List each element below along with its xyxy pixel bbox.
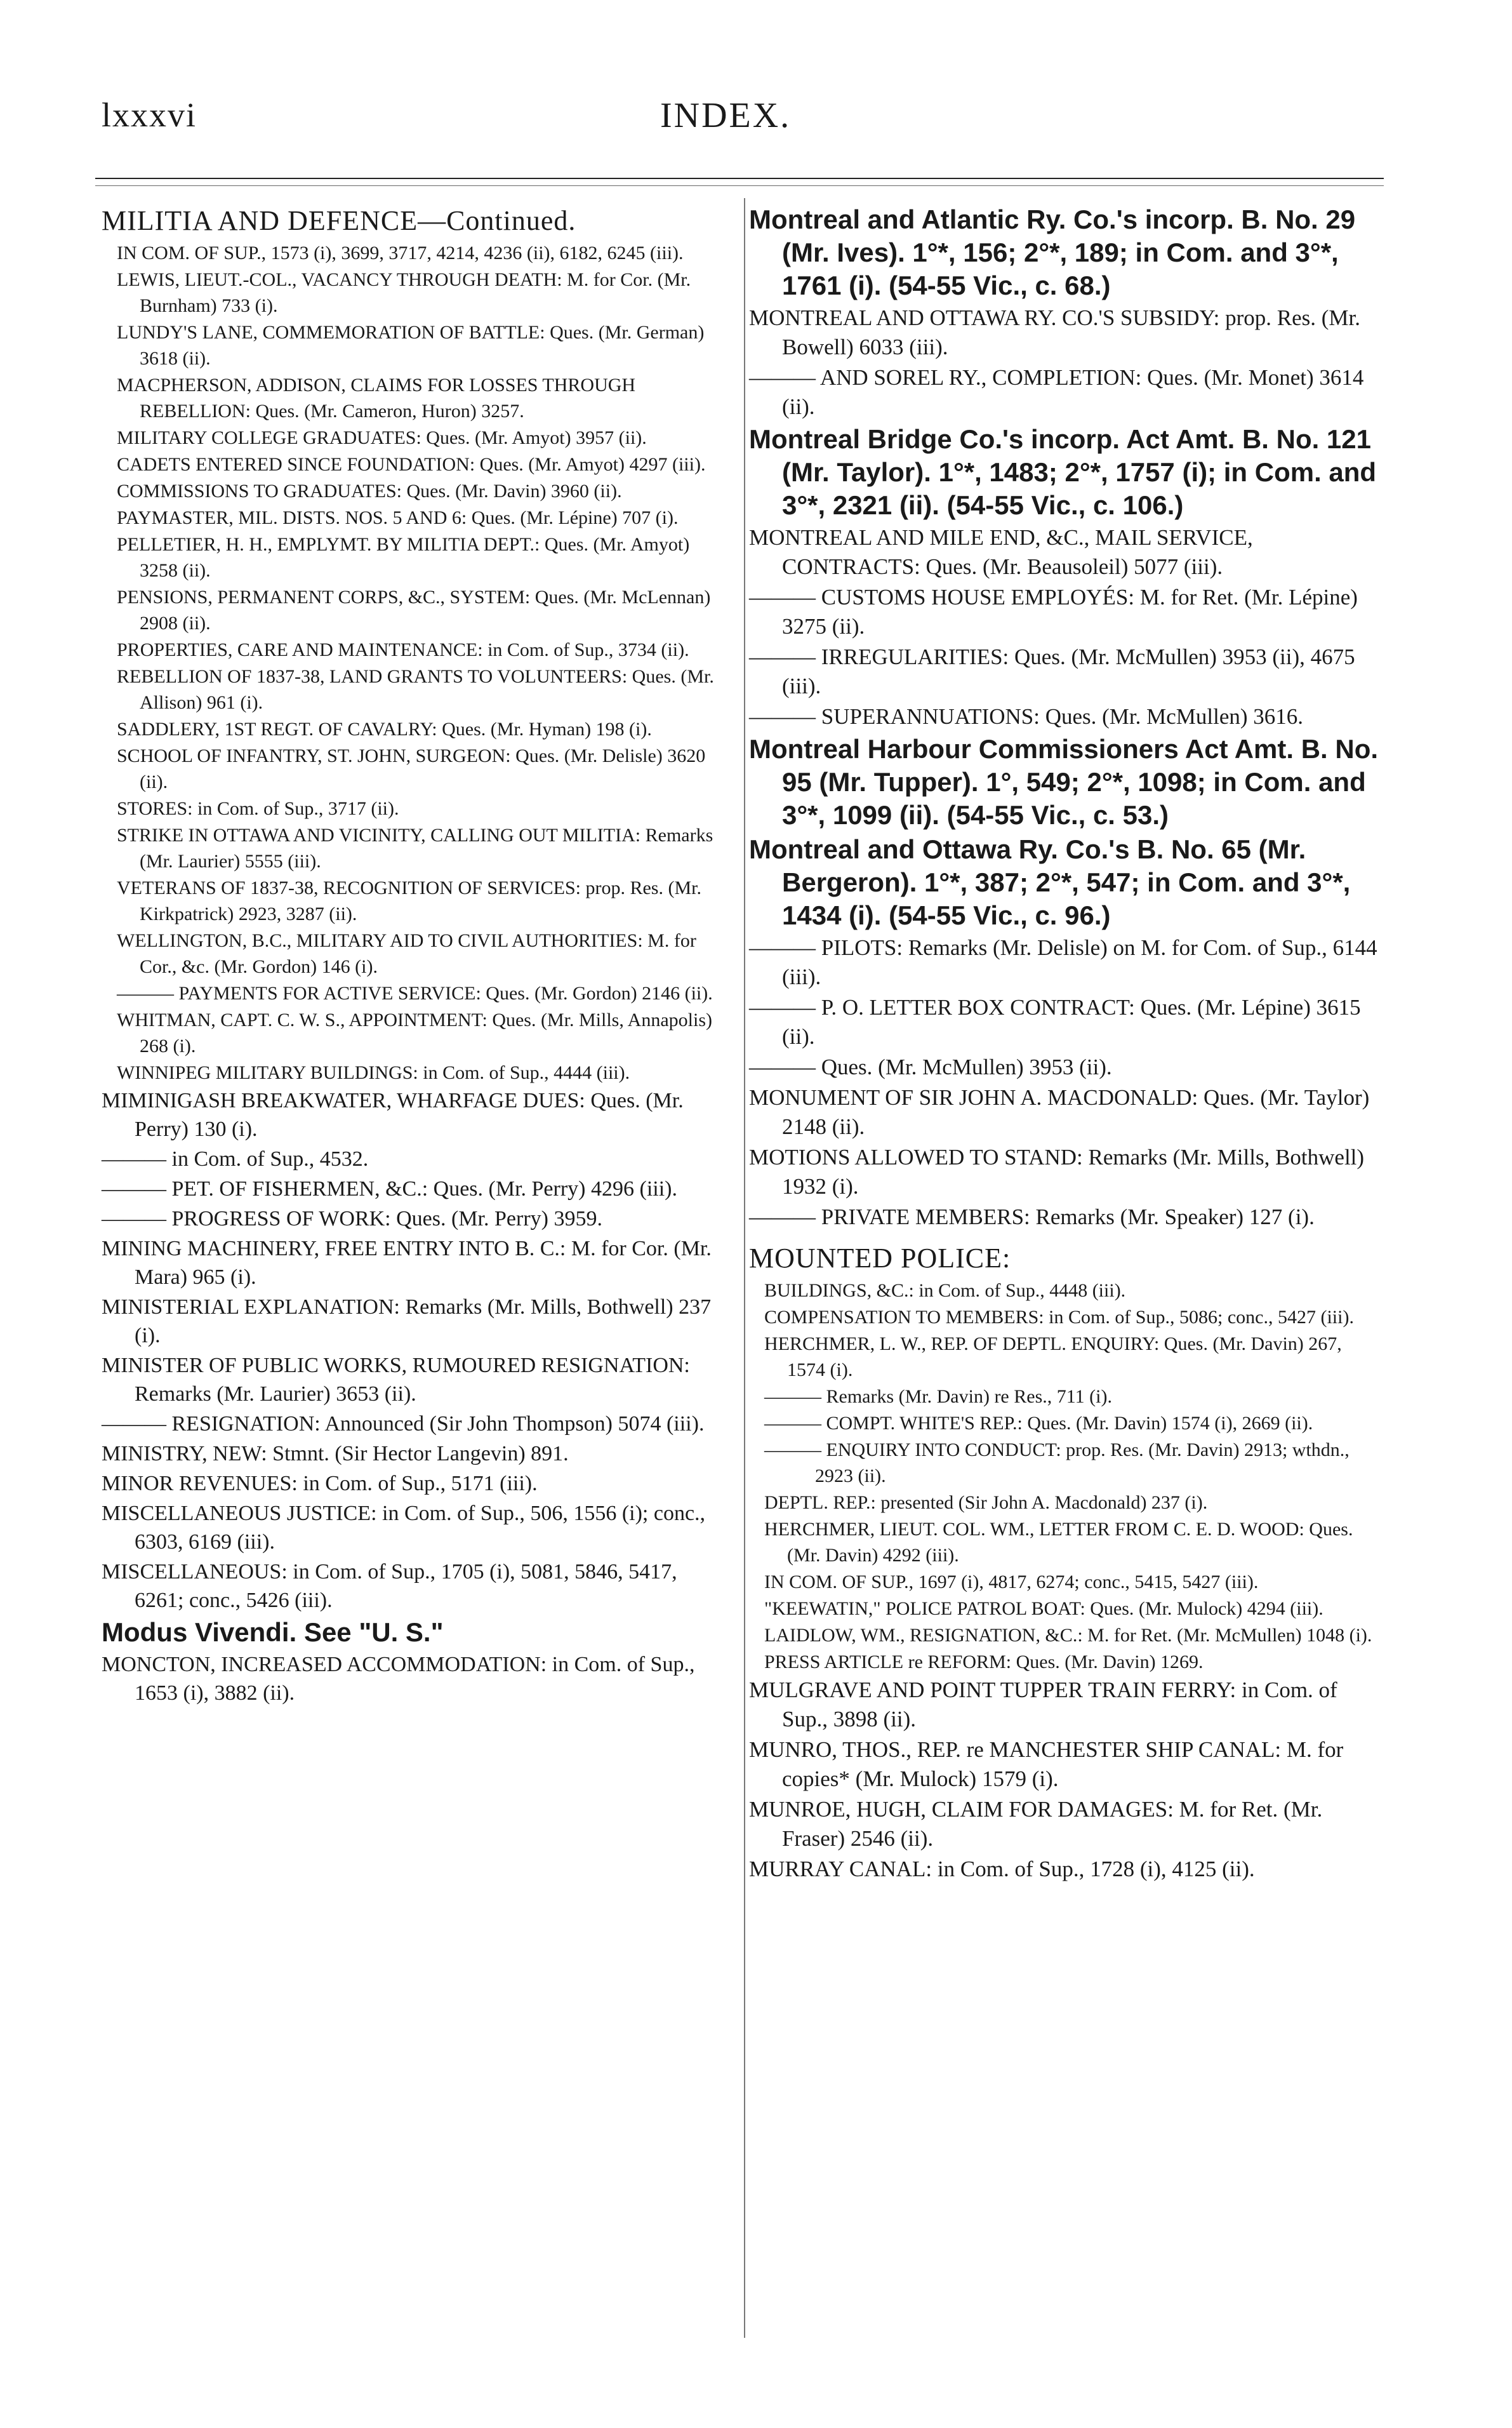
index-entry: MIMINIGASH BREAKWATER, WHARFAGE DUES: Ques. (Mr. Perry) 130 (i). (102, 1089, 684, 1141)
section-title-mounted-police: MOUNTED POLICE: (749, 1243, 1011, 1274)
index-subentry: SADDLERY, 1ST REGT. OF CAVALRY: Ques. (Mr. Hyman) 198 (i). (117, 719, 652, 740)
header-rule-thin (95, 185, 1384, 186)
index-entry: ——— P. O. LETTER BOX CONTRACT: Ques. (Mr. Lépine) 3615 (ii). (749, 995, 1361, 1049)
header-rule (95, 178, 1384, 179)
index-entry: ——— SUPERANNUATIONS: Ques. (Mr. McMullen) 3616. (749, 704, 1304, 729)
index-subentry-continued: ——— COMPT. WHITE'S REP.: Ques. (Mr. Davin) 1574 (i), 2669 (ii). (764, 1413, 1313, 1434)
index-subentry-continued: COMMISSIONS TO GRADUATES: Ques. (Mr. Davin) 3960 (ii). (117, 481, 622, 502)
index-entry: MONCTON, INCREASED ACCOMMODATION: in Com. of Sup., 1653 (i), 3882 (ii). (102, 1653, 695, 1705)
index-subentry: PROPERTIES, CARE AND MAINTENANCE: in Com. of Sup., 3734 (ii). (117, 639, 689, 660)
index-entry: ——— PILOTS: Remarks (Mr. Delisle) on M. for Com. of Sup., 6144 (iii). (749, 935, 1377, 989)
index-subentry: STRIKE IN OTTAWA AND VICINITY, CALLING OUT MILITIA: Remarks (Mr. Laurier) 5555 (iii). (117, 825, 713, 872)
index-entry: ——— IRREGULARITIES: Ques. (Mr. McMullen) 3953 (ii), 4675 (iii). (749, 644, 1355, 698)
index-entry: ——— RESIGNATION: Announced (Sir John Thompson) 5074 (iii). (102, 1412, 705, 1436)
index-entry: ——— Ques. (Mr. McMullen) 3953 (ii). (749, 1055, 1112, 1079)
index-subentry-continued: CADETS ENTERED SINCE FOUNDATION: Ques. (Mr. Amyot) 4297 (iii). (117, 454, 706, 475)
index-subentry: SCHOOL OF INFANTRY, ST. JOHN, SURGEON: Ques. (Mr. Delisle) 3620 (ii). (117, 745, 706, 792)
index-entry: MOTIONS ALLOWED TO STAND: Remarks (Mr. Mills, Bothwell) 1932 (i). (749, 1145, 1365, 1199)
index-entry-bold: Montreal Bridge Co.'s incorp. Act Amt. B. No. 121 (Mr. Taylor). 1°*, 1483; 2°*, 1757 (i); in Com. and 3°*, 2321 (ii). (54-55 Vic., c. 106.) (749, 424, 1377, 520)
index-entry-bold: Montreal and Ottawa Ry. Co.'s B. No. 65 (Mr. Bergeron). 1°*, 387; 2°*, 547; in Com. and 3°*, 1434 (i). (54-55 Vic., c. 96.) (749, 834, 1351, 930)
index-subentry: HERCHMER, L. W., REP. OF DEPTL. ENQUIRY: Ques. (Mr. Davin) 267, 1574 (i). (764, 1333, 1342, 1380)
index-entry-bold: Montreal Harbour Commissioners Act Amt. B. No. 95 (Mr. Tupper). 1°, 549; 2°*, 1098; in Com. and 3°*, 1099 (ii). (54-55 Vic., c. 53.) (749, 734, 1379, 830)
page-title: INDEX. (660, 96, 792, 135)
index-subentry: VETERANS OF 1837-38, RECOGNITION OF SERVICES: prop. Res. (Mr. Kirkpatrick) 2923, 3287 (ii). (117, 877, 701, 924)
index-subentry: LAIDLOW, WM., RESIGNATION, &C.: M. for Ret. (Mr. McMullen) 1048 (i). (764, 1625, 1372, 1646)
index-subentry: PELLETIER, H. H., EMPLYMT. BY MILITIA DEPT.: Ques. (Mr. Amyot) 3258 (ii). (117, 534, 690, 581)
index-entry: MONUMENT OF SIR JOHN A. MACDONALD: Ques. (Mr. Taylor) 2148 (ii). (749, 1085, 1370, 1139)
index-subentry: MACPHERSON, ADDISON, CLAIMS FOR LOSSES THROUGH REBELLION: Ques. (Mr. Cameron, Huron) 3257. (117, 375, 636, 422)
index-subentry: IN COM. OF SUP., 1573 (i), 3699, 3717, 4214, 4236 (ii), 6182, 6245 (iii). (117, 243, 684, 263)
index-subentry: COMPENSATION TO MEMBERS: in Com. of Sup., 5086; conc., 5427 (iii). (764, 1307, 1354, 1328)
index-entry: MUNRO, THOS., REP. re MANCHESTER SHIP CANAL: M. for copies* (Mr. Mulock) 1579 (i). (749, 1737, 1344, 1791)
index-entry: MISCELLANEOUS JUSTICE: in Com. of Sup., 506, 1556 (i); conc., 6303, 6169 (iii). (102, 1502, 706, 1554)
index-entry: MINISTER OF PUBLIC WORKS, RUMOURED RESIGNATION: Remarks (Mr. Laurier) 3653 (ii). (102, 1354, 690, 1406)
index-subentry: REBELLION OF 1837-38, LAND GRANTS TO VOLUNTEERS: Ques. (Mr. Allison) 961 (i). (117, 666, 714, 713)
index-entry: ——— PROGRESS OF WORK: Ques. (Mr. Perry) 3959. (102, 1207, 602, 1231)
section-title-militia: MILITIA AND DEFENCE—Continued. (102, 205, 576, 236)
right-column (749, 203, 1384, 1885)
index-subentry: MILITARY COLLEGE GRADUATES: Ques. (Mr. Amyot) 3957 (ii). (117, 427, 647, 448)
index-subentry: LUNDY'S LANE, COMMEMORATION OF BATTLE: Ques. (Mr. German) 3618 (ii). (117, 322, 705, 369)
index-entry: MONTREAL AND OTTAWA RY. CO.'S SUBSIDY: prop. Res. (Mr. Bowell) 6033 (iii). (749, 305, 1360, 359)
index-entry-bold: Modus Vivendi. See "U. S." (102, 1617, 444, 1647)
index-subentry: BUILDINGS, &C.: in Com. of Sup., 4448 (iii). (764, 1280, 1126, 1301)
index-entry: MINING MACHINERY, FREE ENTRY INTO B. C.: M. for Cor. (Mr. Mara) 965 (i). (102, 1237, 712, 1289)
index-entry-bold: Montreal and Atlantic Ry. Co.'s incorp. B. No. 29 (Mr. Ives). 1°*, 156; 2°*, 189; in Com. and 3°*, 1761 (i). (54-55 Vic., c. 68.) (749, 204, 1356, 300)
index-entry: MINISTRY, NEW: Stmnt. (Sir Hector Langevin) 891. (102, 1442, 569, 1465)
index-subentry: WHITMAN, CAPT. C. W. S., APPOINTMENT: Ques. (Mr. Mills, Annapolis) 268 (i). (117, 1010, 712, 1057)
index-entry: MISCELLANEOUS: in Com. of Sup., 1705 (i), 5081, 5846, 5417, 6261; conc., 5426 (iii). (102, 1560, 677, 1612)
index-subentry: LEWIS, LIEUT.-COL., VACANCY THROUGH DEATH: M. for Cor. (Mr. Burnham) 733 (i). (117, 269, 691, 316)
index-subentry: PRESS ARTICLE re REFORM: Ques. (Mr. Davin) 1269. (764, 1651, 1204, 1672)
index-entry: ——— PET. OF FISHERMEN, &C.: Ques. (Mr. Perry) 4296 (iii). (102, 1177, 677, 1201)
column-divider (744, 198, 745, 2338)
index-subentry: IN COM. OF SUP., 1697 (i), 4817, 6274; conc., 5415, 5427 (iii). (764, 1571, 1259, 1592)
index-entry: ——— in Com. of Sup., 4532. (102, 1147, 369, 1171)
index-subentry: STORES: in Com. of Sup., 3717 (ii). (117, 798, 399, 819)
index-subentry-continued: ——— ENQUIRY INTO CONDUCT: prop. Res. (Mr. Davin) 2913; wthdn., 2923 (ii). (764, 1439, 1350, 1486)
index-subentry: DEPTL. REP.: presented (Sir John A. Macdonald) 237 (i). (764, 1492, 1208, 1513)
index-entry: ——— AND SOREL RY., COMPLETION: Ques. (Mr. Monet) 3614 (ii). (749, 365, 1364, 419)
index-entry: MULGRAVE AND POINT TUPPER TRAIN FERRY: in Com. of Sup., 3898 (ii). (749, 1678, 1337, 1731)
index-entry: MINOR REVENUES: in Com. of Sup., 5171 (iii). (102, 1472, 538, 1495)
index-entry: MINISTERIAL EXPLANATION: Remarks (Mr. Mills, Bothwell) 237 (i). (102, 1295, 712, 1347)
index-subentry: WINNIPEG MILITARY BUILDINGS: in Com. of Sup., 4444 (iii). (117, 1062, 630, 1083)
index-entry: ——— PRIVATE MEMBERS: Remarks (Mr. Speaker) 127 (i). (749, 1204, 1315, 1229)
index-entry: MUNROE, HUGH, CLAIM FOR DAMAGES: M. for Ret. (Mr. Fraser) 2546 (ii). (749, 1797, 1323, 1851)
index-subentry-continued: ——— Remarks (Mr. Davin) re Res., 711 (i). (764, 1386, 1112, 1407)
index-subentry: HERCHMER, LIEUT. COL. WM., LETTER FROM C. E. D. WOOD: Ques. (Mr. Davin) 4292 (iii). (764, 1519, 1353, 1566)
page-number: lxxxvi (102, 96, 197, 134)
index-subentry-continued: ——— PAYMENTS FOR ACTIVE SERVICE: Ques. (Mr. Gordon) 2146 (ii). (117, 983, 713, 1004)
index-subentry: PENSIONS, PERMANENT CORPS, &C., SYSTEM: Ques. (Mr. McLennan) 2908 (ii). (117, 587, 711, 634)
index-subentry: PAYMASTER, MIL. DISTS. NOS. 5 AND 6: Ques. (Mr. Lépine) 707 (i). (117, 507, 679, 528)
index-subentry: WELLINGTON, B.C., MILITARY AID TO CIVIL AUTHORITIES: M. for Cor., &c. (Mr. Gordon) 146 (i). (117, 930, 696, 977)
index-entry: MURRAY CANAL: in Com. of Sup., 1728 (i), 4125 (ii). (749, 1857, 1255, 1881)
index-subentry: "KEEWATIN," POLICE PATROL BOAT: Ques. (Mr. Mulock) 4294 (iii). (764, 1598, 1323, 1619)
index-entry: MONTREAL AND MILE END, &C., MAIL SERVICE, CONTRACTS: Ques. (Mr. Beausoleil) 5077 (iii). (749, 525, 1253, 579)
index-entry: ——— CUSTOMS HOUSE EMPLOYÉS: M. for Ret. (Mr. Lépine) 3275 (ii). (749, 585, 1358, 639)
left-column (102, 203, 727, 1709)
